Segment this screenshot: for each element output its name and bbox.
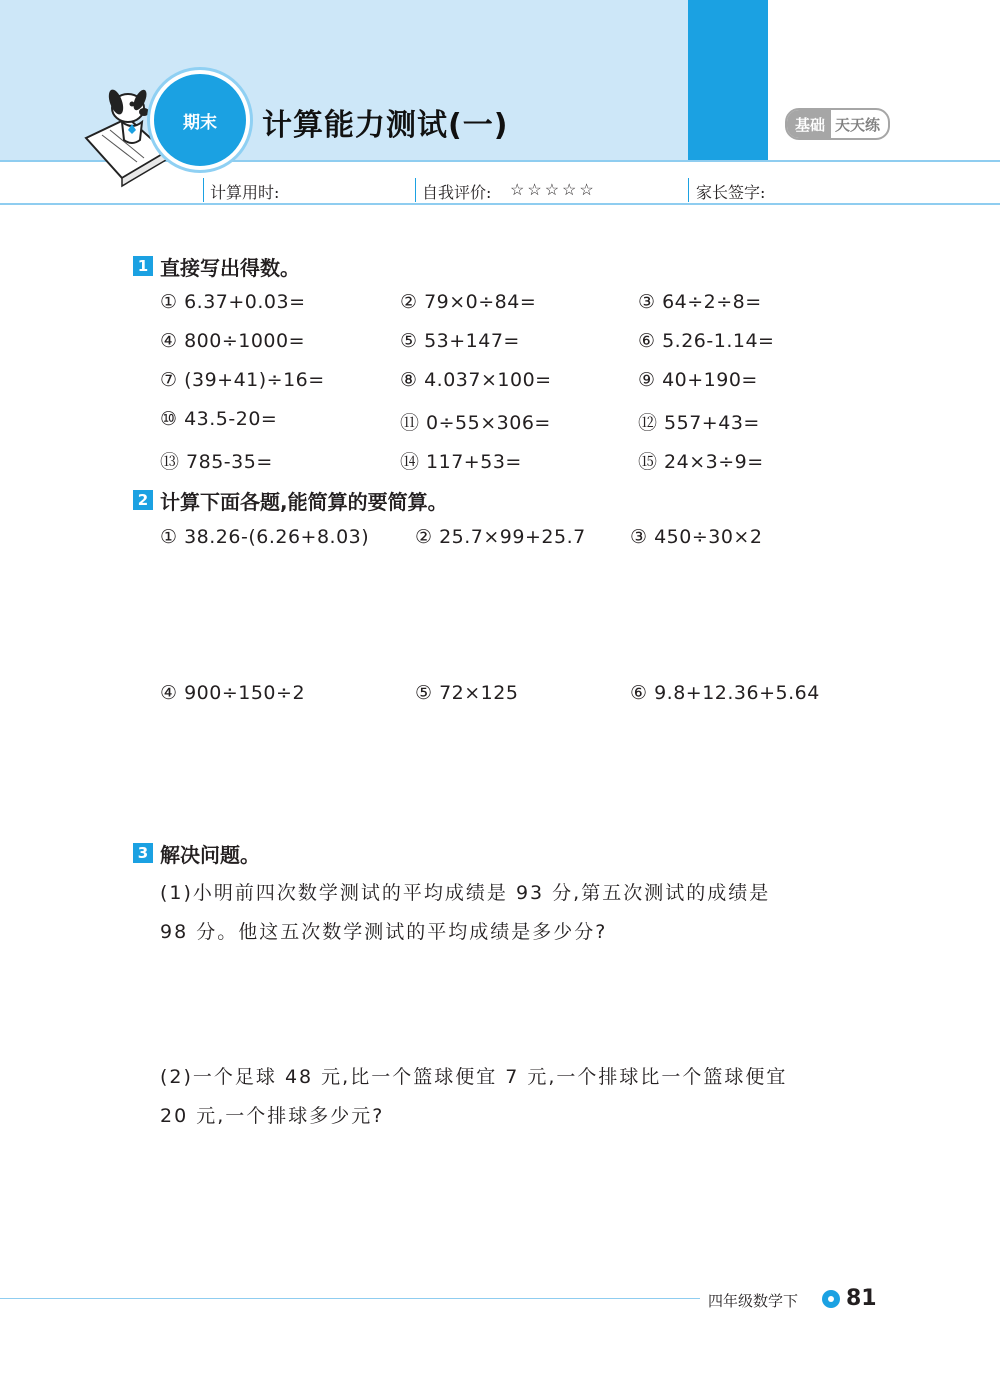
problem: ⑨ 40+190= (638, 369, 758, 391)
problem: ⑦ (39+41)÷16= (160, 369, 325, 391)
info-divider (688, 178, 689, 202)
rating-stars[interactable]: ☆☆☆☆☆ (510, 180, 597, 199)
section-number: 2 (133, 490, 153, 510)
problem: ① 6.37+0.03= (160, 291, 306, 313)
problem: ② 79×0÷84= (400, 291, 537, 313)
page-dot-inner (828, 1296, 834, 1302)
problem: ⑪ 0÷55×306= (400, 412, 551, 434)
problem: ④ 900÷150÷2 (160, 682, 306, 704)
problem: ⑥ 9.8+12.36+5.64 (630, 682, 820, 704)
self-eval-label: 自我评价: (422, 183, 492, 202)
info-rule (0, 203, 1000, 205)
period-badge-label: 期末 (183, 113, 217, 133)
level-tag (785, 108, 890, 140)
section-number: 3 (133, 843, 153, 863)
page-number: 81 (846, 1286, 877, 1311)
header-tab (688, 0, 768, 160)
word-problem-line: (2)一个足球 48 元,比一个篮球便宜 7 元,一个排球比一个篮球便宜 (160, 1066, 788, 1088)
problem: ④ 800÷1000= (160, 330, 306, 352)
problem: ⑭ 117+53= (400, 451, 522, 473)
time-label: 计算用时: (210, 183, 280, 202)
problem: ③ 64÷2÷8= (638, 291, 762, 313)
section-title: 解决问题。 (160, 843, 260, 867)
footer-rule (0, 1298, 700, 1299)
level-tag-right: 天天练 (835, 116, 881, 134)
word-problem-line: (1)小明前四次数学测试的平均成绩是 93 分,第五次测试的成绩是 (160, 882, 771, 904)
problem: ⑩ 43.5-20= (160, 408, 278, 430)
info-divider (415, 178, 416, 202)
info-divider (203, 178, 204, 202)
problem: ① 38.26-(6.26+8.03) (160, 526, 370, 548)
page-title: 计算能力测试(一) (262, 108, 509, 143)
problem: ⑫ 557+43= (638, 412, 760, 434)
parent-sign-label: 家长签字: (696, 183, 766, 202)
problem: ② 25.7×99+25.7 (415, 526, 586, 548)
problem: ⑤ 72×125 (415, 682, 519, 704)
word-problem-line: 98 分。他这五次数学测试的平均成绩是多少分? (160, 921, 608, 943)
level-tag-left: 基础 (787, 110, 831, 138)
problem: ⑤ 53+147= (400, 330, 520, 352)
book-label: 四年级数学下 (708, 1292, 799, 1310)
problem: ③ 450÷30×2 (630, 526, 763, 548)
section-title: 计算下面各题,能简算的要简算。 (160, 490, 448, 514)
problem: ⑬ 785-35= (160, 451, 273, 473)
problem: ⑧ 4.037×100= (400, 369, 552, 391)
problem: ⑮ 24×3÷9= (638, 451, 764, 473)
section-title: 直接写出得数。 (160, 256, 300, 280)
section-number: 1 (133, 256, 153, 276)
word-problem-line: 20 元,一个排球多少元? (160, 1105, 385, 1127)
problem: ⑥ 5.26-1.14= (638, 330, 775, 352)
